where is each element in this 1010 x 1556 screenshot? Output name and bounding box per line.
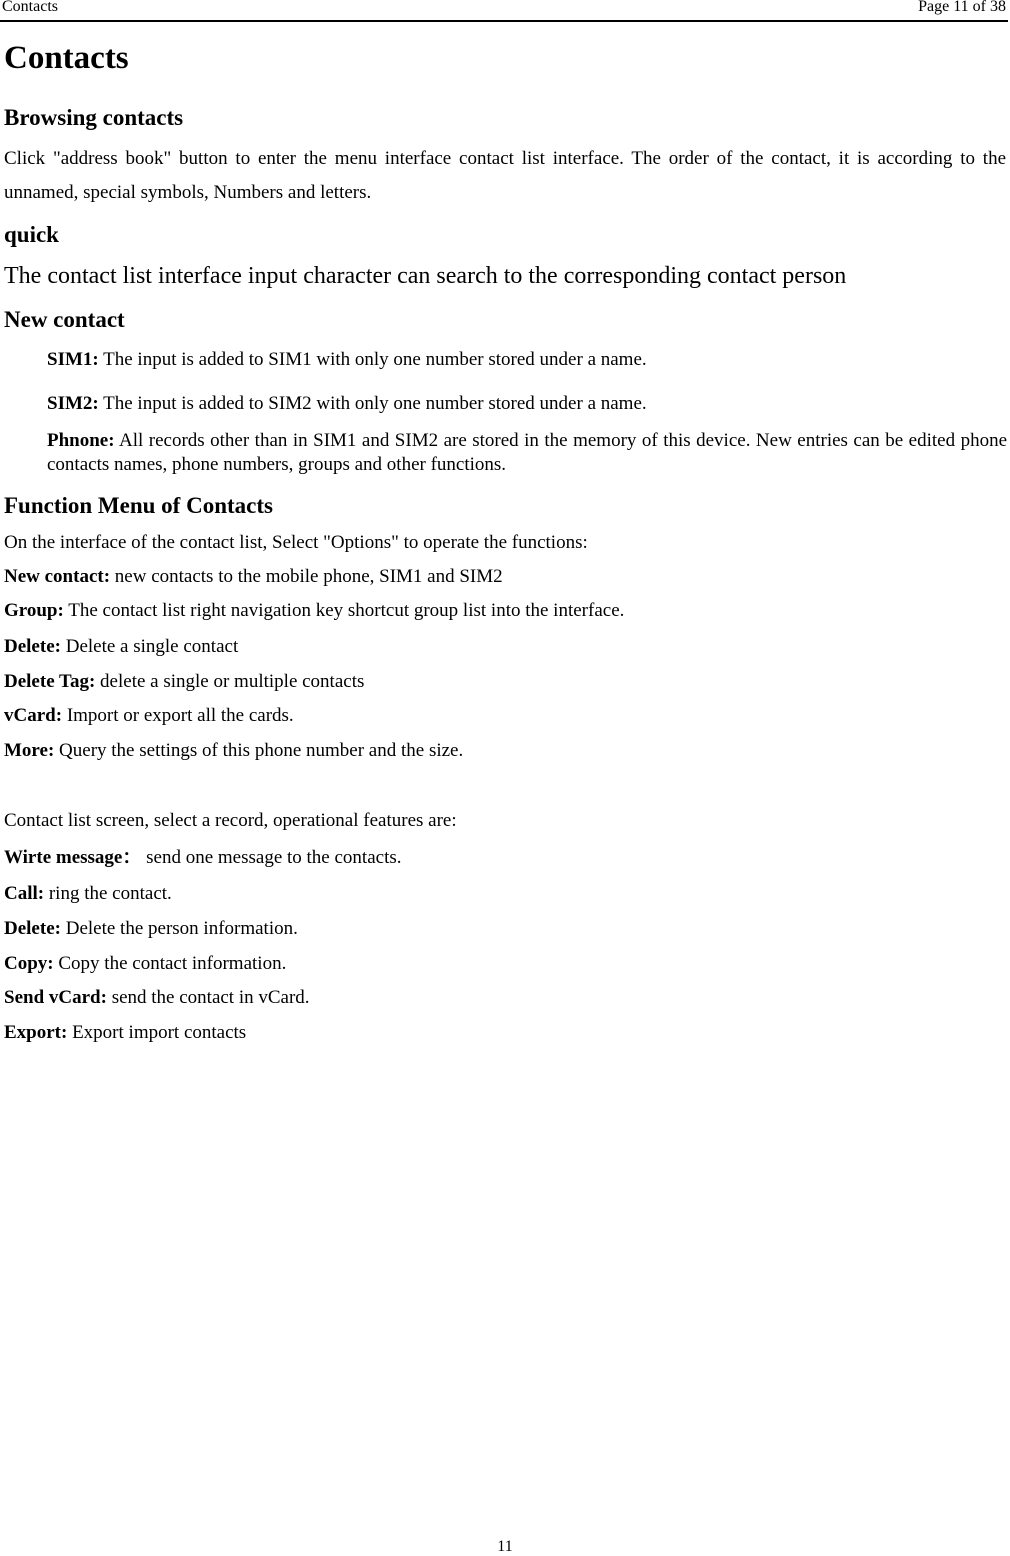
term-label: Call: <box>4 883 45 904</box>
list-item-export <box>4 1022 246 1044</box>
term-label: SIM2: <box>47 393 99 414</box>
list-item-delete-tag <box>4 671 364 693</box>
list-item-phone <box>47 429 1007 477</box>
term-label: More: <box>4 740 55 761</box>
page-header <box>0 0 1008 22</box>
heading-browsing-contacts: Browsing contacts <box>4 105 184 130</box>
term-label: Wirte message： <box>4 847 142 868</box>
header-page-indicator: Page 11 of 38 <box>918 0 1006 15</box>
paragraph-browsing-contacts: Click "address book" button to enter the menu interface contact list interface. The order of the contact, it is according to the unnamed, special symbols, Numbers and letters. <box>4 148 1006 203</box>
term-description: delete a single or multiple contacts <box>95 671 365 692</box>
term-description: Copy the contact information. <box>53 953 287 974</box>
term-description: Import or export all the cards. <box>62 705 294 726</box>
term-label: Phnone: <box>47 430 115 451</box>
heading-function-menu: Function Menu of Contacts <box>4 493 273 518</box>
list-item-group <box>4 600 624 622</box>
term-label: Copy: <box>4 953 54 974</box>
list-item-delete-person <box>4 918 298 940</box>
paragraph-record-intro: Contact list screen, select a record, operational features are: <box>4 810 457 831</box>
heading-new-contact: New contact <box>4 307 125 332</box>
term-label: Send vCard: <box>4 987 107 1008</box>
term-description: The contact list right navigation key shortcut group list into the interface. <box>63 600 625 621</box>
list-item-delete <box>4 636 238 658</box>
paragraph-options-intro: On the interface of the contact list, Select "Options" to operate the functions: <box>4 532 588 553</box>
term-label: Export: <box>4 1022 68 1043</box>
term-description: ring the contact. <box>44 883 172 904</box>
list-item-write-message <box>4 847 402 869</box>
term-label: New contact: <box>4 566 111 587</box>
term-description: Delete the person information. <box>60 918 298 939</box>
list-item-call <box>4 883 172 905</box>
list-item-send-vcard <box>4 987 310 1009</box>
heading-quick: quick <box>4 222 59 247</box>
term-label: vCard: <box>4 705 63 726</box>
term-description: send one message to the contacts. <box>141 847 402 868</box>
page-number: 11 <box>497 1538 513 1555</box>
term-description: send the contact in vCard. <box>106 987 310 1008</box>
term-description: The input is added to SIM1 with only one number stored under a name. <box>98 349 647 370</box>
list-item-copy <box>4 953 286 975</box>
page-title: Contacts <box>4 40 129 76</box>
term-description: Export import contacts <box>67 1022 247 1043</box>
list-item-sim2 <box>47 393 1007 415</box>
term-description: Query the settings of this phone number and the size. <box>54 740 464 761</box>
list-item-new-contact <box>4 566 503 588</box>
list-item-sim1 <box>47 349 1007 371</box>
list-item-more <box>4 740 463 762</box>
header-section-title: Contacts <box>2 0 58 15</box>
term-label: SIM1: <box>47 349 99 370</box>
paragraph-quick-search: The contact list interface input character can search to the corresponding contact person <box>4 263 847 289</box>
list-item-vcard <box>4 705 294 727</box>
term-label: Delete Tag: <box>4 671 96 692</box>
term-description: new contacts to the mobile phone, SIM1 and SIM2 <box>110 566 503 587</box>
term-label: Delete: <box>4 636 61 657</box>
term-label: Delete: <box>4 918 61 939</box>
term-description: The input is added to SIM2 with only one number stored under a name. <box>98 393 647 414</box>
term-label: Group: <box>4 600 64 621</box>
term-description: Delete a single contact <box>60 636 239 657</box>
term-description: All records other than in SIM1 and SIM2 are stored in the memory of this device. New entries can be edited phone contacts names, phone numbers, groups and other functions. <box>47 430 1007 475</box>
